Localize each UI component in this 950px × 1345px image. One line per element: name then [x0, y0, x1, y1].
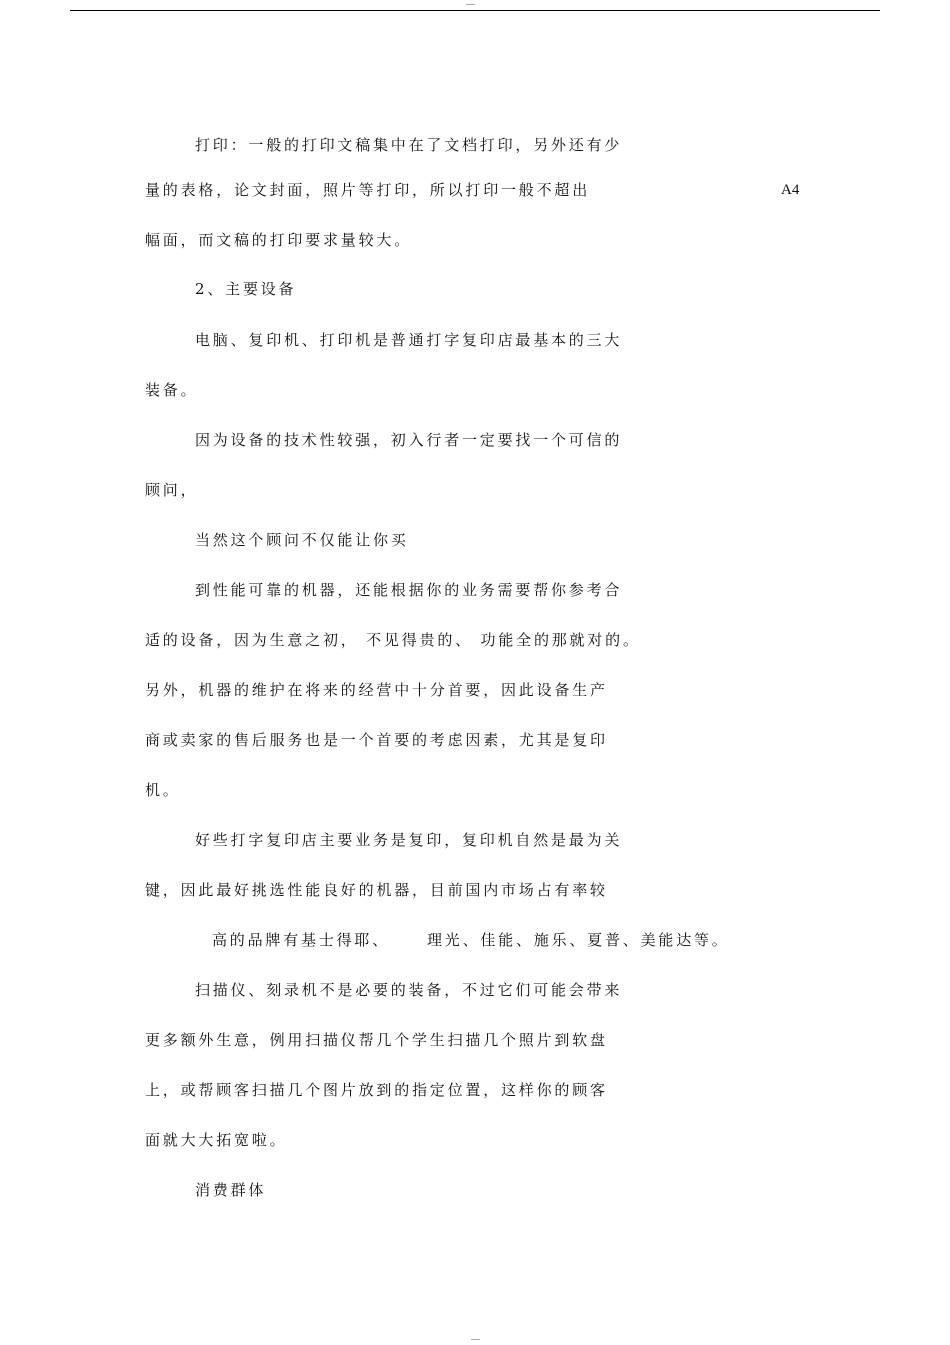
paragraph-line: 上，或帮顾客扫描几个图片放到的指定位置，这样你的顾客 — [145, 1081, 608, 1099]
paragraph-line: 顾问， — [145, 481, 199, 499]
paragraph-line: 高的品牌有基士得耶、 — [212, 931, 391, 949]
paragraph-line: 打印：一般的打印文稿集中在了文档打印，另外还有少 — [195, 136, 623, 154]
paragraph-line: 理光、佳能、施乐、夏普、美能达等。 — [427, 931, 730, 949]
paragraph-line: 好些打字复印店主要业务是复印，复印机自然是最为关 — [195, 831, 623, 849]
paragraph-line: 量的表格，论文封面，照片等打印，所以打印一般不超出 — [145, 181, 591, 199]
paragraph-line: 因为设备的技术性较强，初入行者一定要找一个可信的 — [195, 431, 623, 449]
paragraph-line: 另外，机器的维护在将来的经营中十分首要，因此设备生产 — [145, 681, 608, 699]
paper-size-label: A4 — [781, 182, 800, 198]
header-mark — [466, 4, 475, 5]
paragraph-line: 面就大大拓宽啦。 — [145, 1131, 288, 1149]
paragraph-line: 幅面，而文稿的打印要求量较大。 — [145, 231, 413, 249]
paragraph-line: 键，因此最好挑选性能良好的机器，目前国内市场占有率较 — [145, 881, 608, 899]
paragraph-line: 机。 — [145, 781, 181, 799]
paragraph-line: 到性能可靠的机器，还能根据你的业务需要帮你参考合 — [195, 581, 623, 599]
paragraph-line: 更多额外生意，例用扫描仪帮几个学生扫描几个照片到软盘 — [145, 1031, 608, 1049]
header-rule — [70, 10, 880, 11]
paragraph-line: 电脑、复印机、打印机是普通打字复印店最基本的三大 — [195, 331, 623, 349]
section-heading: 2、主要设备 — [195, 280, 297, 298]
paragraph-line: 装备。 — [145, 381, 199, 399]
paragraph-line: 当然这个顾问不仅能让你买 — [195, 531, 409, 549]
section-heading: 消费群体 — [195, 1181, 267, 1199]
footer-mark — [471, 1339, 480, 1340]
paragraph-line: 扫描仪、刻录机不是必要的装备，不过它们可能会带来 — [195, 981, 623, 999]
paragraph-line: 适的设备，因为生意之初， 不见得贵的、 功能全的那就对的。 — [145, 631, 641, 649]
paragraph-line: 商或卖家的售后服务也是一个首要的考虑因素，尤其是复印 — [145, 731, 608, 749]
